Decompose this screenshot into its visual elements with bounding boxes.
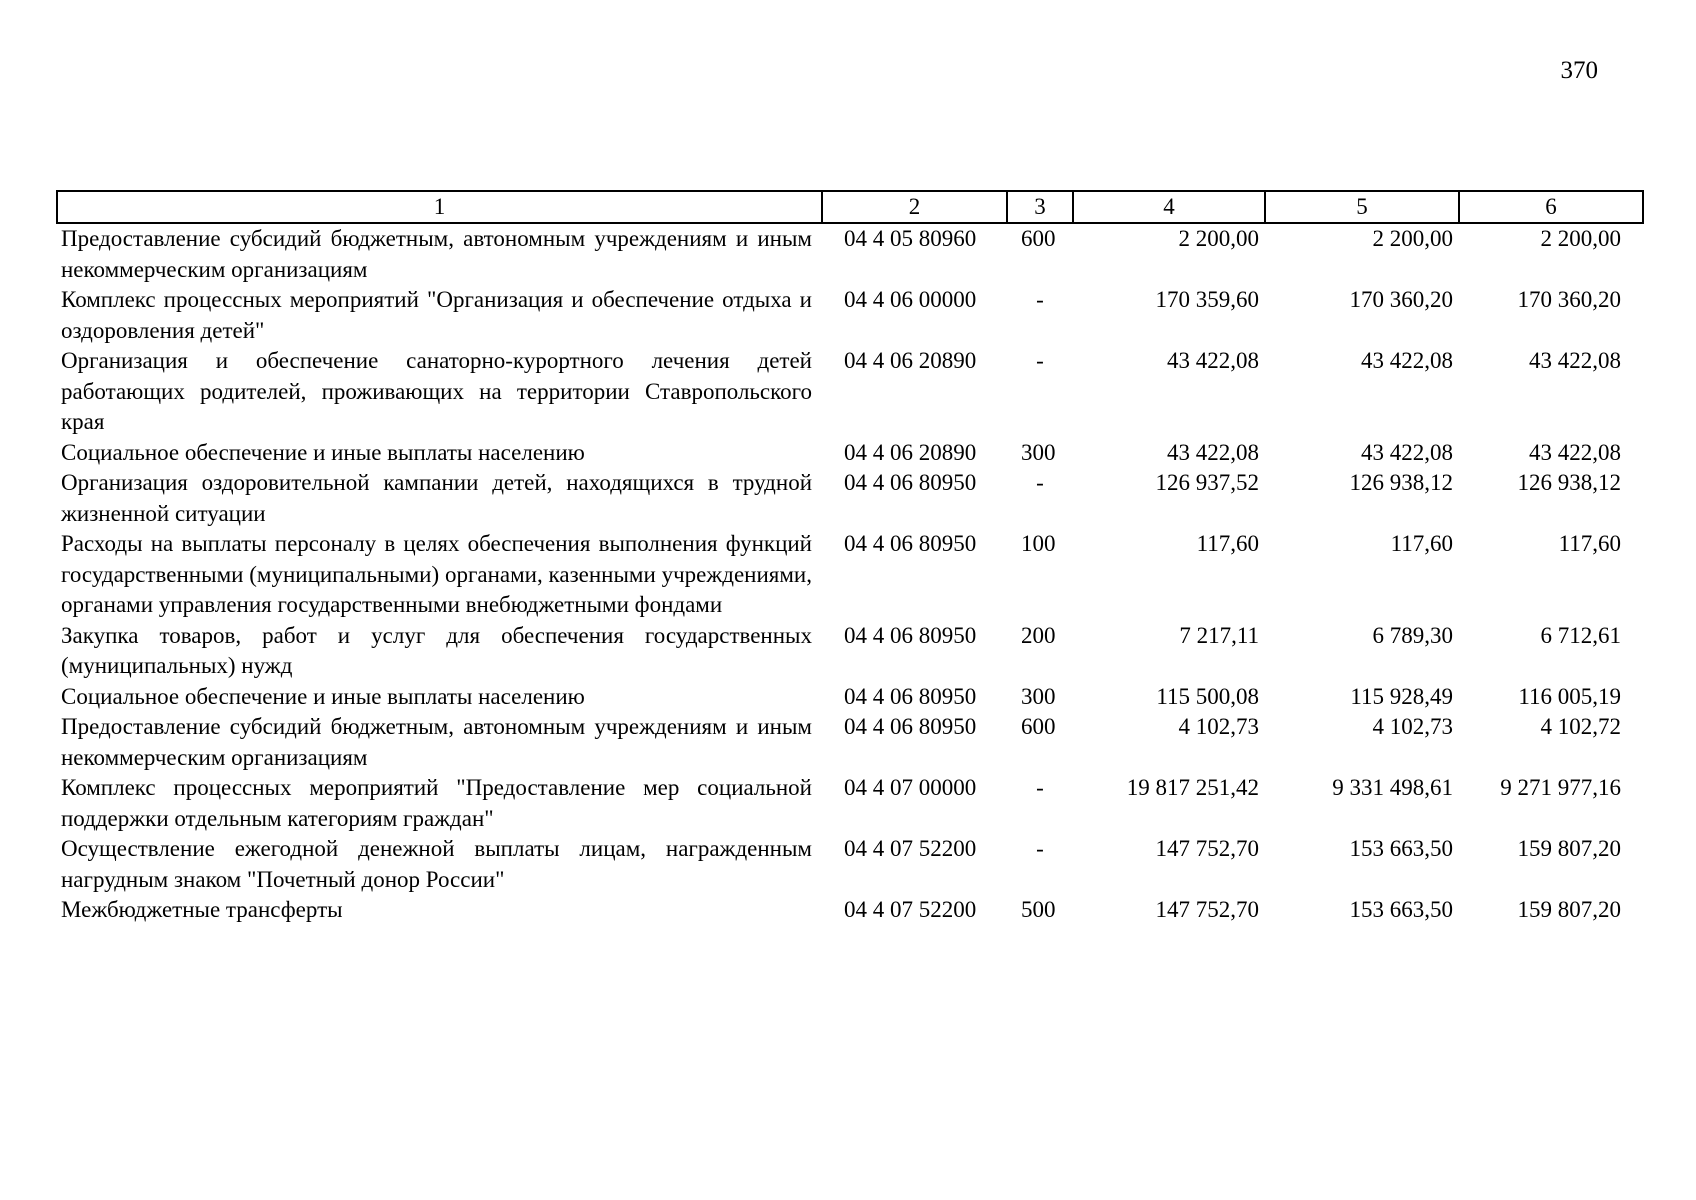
row-value-col6: 170 360,20: [1517, 287, 1621, 312]
row-value-col6: 159 807,20: [1517, 897, 1621, 922]
row-name-cell: Организация и обеспечение санаторно-курортного лечения детей работающих родителей, проживающих на территории Ставропольского края: [61, 348, 812, 434]
row-code-cell: 04 4 07 52200: [844, 897, 977, 922]
row-value-col6: 159 807,20: [1517, 836, 1621, 861]
row-name-cell: Закупка товаров, работ и услуг для обеспечения государственных (муниципальных) нужд: [61, 622, 812, 678]
row-name-cell: Межбюджетные трансферты: [61, 897, 343, 922]
row-value-col4: 19 817 251,42: [1126, 775, 1259, 800]
row-name-cell: Расходы на выплаты персоналу в целях обеспечения выполнения функций государственными (муниципальными) органами, казенными учреждениями, органами управления государственными внебюджетными фондами: [61, 531, 812, 617]
row-value-col4: 2 200,00: [1178, 226, 1259, 251]
row-type-cell: -: [1036, 836, 1044, 861]
row-value-col5: 117,60: [1390, 531, 1453, 556]
row-value-col4: 147 752,70: [1155, 897, 1259, 922]
table-body: [57, 223, 1643, 926]
row-value-col5: 9 331 498,61: [1332, 775, 1453, 800]
row-code-cell: 04 4 06 80950: [844, 470, 977, 495]
row-value-col4: 126 937,52: [1155, 470, 1259, 495]
row-value-col6: 4 102,72: [1540, 714, 1621, 739]
row-name-cell: Осуществление ежегодной денежной выплаты лицам, награжденным нагрудным знаком "Почетный донор России": [61, 836, 812, 892]
table-row: [57, 529, 1643, 621]
row-name-cell: Предоставление субсидий бюджетным, автономным учреждениям и иным некоммерческим организациям: [61, 226, 812, 282]
row-type-cell: 500: [1021, 897, 1056, 922]
row-code-cell: 04 4 07 52200: [844, 836, 977, 861]
row-value-col4: 117,60: [1196, 531, 1259, 556]
row-value-col4: 7 217,11: [1179, 622, 1259, 648]
row-code-cell: 04 4 05 80960: [844, 226, 977, 251]
table-row: [57, 712, 1643, 773]
row-value-col6: 116 005,19: [1518, 683, 1621, 709]
row-type-cell: 600: [1021, 226, 1056, 251]
column-header-2: 2: [822, 191, 1007, 223]
row-value-col5: 6 789,30: [1372, 622, 1453, 648]
row-type-cell: 100: [1021, 531, 1056, 556]
row-name-cell: Организация оздоровительной кампании детей, находящихся в трудной жизненной ситуации: [61, 470, 812, 526]
table-row: [57, 438, 1643, 469]
row-value-col5: 153 663,50: [1349, 897, 1453, 922]
row-code-cell: 04 4 06 80950: [844, 622, 977, 648]
column-header-1: 1: [57, 191, 822, 223]
row-name-cell: Социальное обеспечение и иные выплаты населению: [61, 683, 585, 709]
row-type-cell: -: [1036, 470, 1044, 495]
row-type-cell: -: [1036, 348, 1044, 373]
row-value-col6: 6 712,61: [1540, 622, 1621, 648]
table-row: [57, 223, 1643, 285]
row-type-cell: 300: [1021, 439, 1056, 465]
row-name-cell: Предоставление субсидий бюджетным, автономным учреждениям и иным некоммерческим организациям: [61, 714, 812, 770]
row-value-col5: 43 422,08: [1361, 348, 1453, 373]
row-type-cell: 600: [1021, 714, 1056, 739]
row-value-col5: 115 928,49: [1350, 683, 1453, 709]
table-row: [57, 468, 1643, 529]
page-number: 370: [1560, 57, 1598, 84]
row-value-col5: 170 360,20: [1349, 287, 1453, 312]
table-row: [57, 346, 1643, 438]
column-header-3: 3: [1007, 191, 1073, 223]
row-code-cell: 04 4 06 20890: [844, 439, 977, 465]
row-value-col4: 43 422,08: [1167, 439, 1259, 465]
row-code-cell: 04 4 06 20890: [844, 348, 977, 373]
row-value-col6: 126 938,12: [1517, 470, 1621, 495]
row-value-col6: 2 200,00: [1540, 226, 1621, 251]
row-code-cell: 04 4 06 80950: [844, 683, 977, 709]
row-name-cell: Комплекс процессных мероприятий "Предоставление мер социальной поддержки отдельным категориям граждан": [61, 775, 812, 831]
table-row: [57, 621, 1643, 682]
table-row: [57, 285, 1643, 346]
row-value-col4: 115 500,08: [1156, 683, 1259, 709]
row-name-cell: Социальное обеспечение и иные выплаты населению: [61, 439, 585, 465]
column-header-6: 6: [1459, 191, 1643, 223]
row-type-cell: -: [1036, 287, 1044, 312]
row-value-col6: 43 422,08: [1529, 348, 1621, 373]
column-header-4: 4: [1073, 191, 1265, 223]
row-value-col5: 126 938,12: [1349, 470, 1453, 495]
row-code-cell: 04 4 06 80950: [844, 714, 977, 739]
budget-table: [56, 190, 1644, 926]
row-value-col6: 117,60: [1558, 531, 1621, 556]
row-type-cell: 300: [1021, 683, 1056, 709]
column-header-5: 5: [1265, 191, 1459, 223]
row-value-col4: 147 752,70: [1155, 836, 1259, 861]
row-code-cell: 04 4 06 80950: [844, 531, 977, 556]
table-row: [57, 834, 1643, 895]
table-row: [57, 773, 1643, 834]
row-value-col5: 153 663,50: [1349, 836, 1453, 861]
row-value-col4: 43 422,08: [1167, 348, 1259, 373]
row-value-col5: 4 102,73: [1372, 714, 1453, 739]
row-type-cell: 200: [1021, 622, 1056, 648]
row-value-col5: 43 422,08: [1361, 439, 1453, 465]
row-name-cell: Комплекс процессных мероприятий "Организация и обеспечение отдыха и оздоровления детей": [61, 287, 812, 343]
table-row: [57, 682, 1643, 713]
row-value-col6: 9 271 977,16: [1500, 775, 1621, 800]
row-value-col4: 4 102,73: [1178, 714, 1259, 739]
row-type-cell: -: [1036, 775, 1044, 800]
table-header-row: [57, 191, 1643, 223]
row-code-cell: 04 4 06 00000: [844, 287, 977, 312]
row-value-col6: 43 422,08: [1529, 439, 1621, 465]
row-code-cell: 04 4 07 00000: [844, 775, 977, 800]
row-value-col5: 2 200,00: [1372, 226, 1453, 251]
table-row: [57, 895, 1643, 926]
row-value-col4: 170 359,60: [1155, 287, 1259, 312]
